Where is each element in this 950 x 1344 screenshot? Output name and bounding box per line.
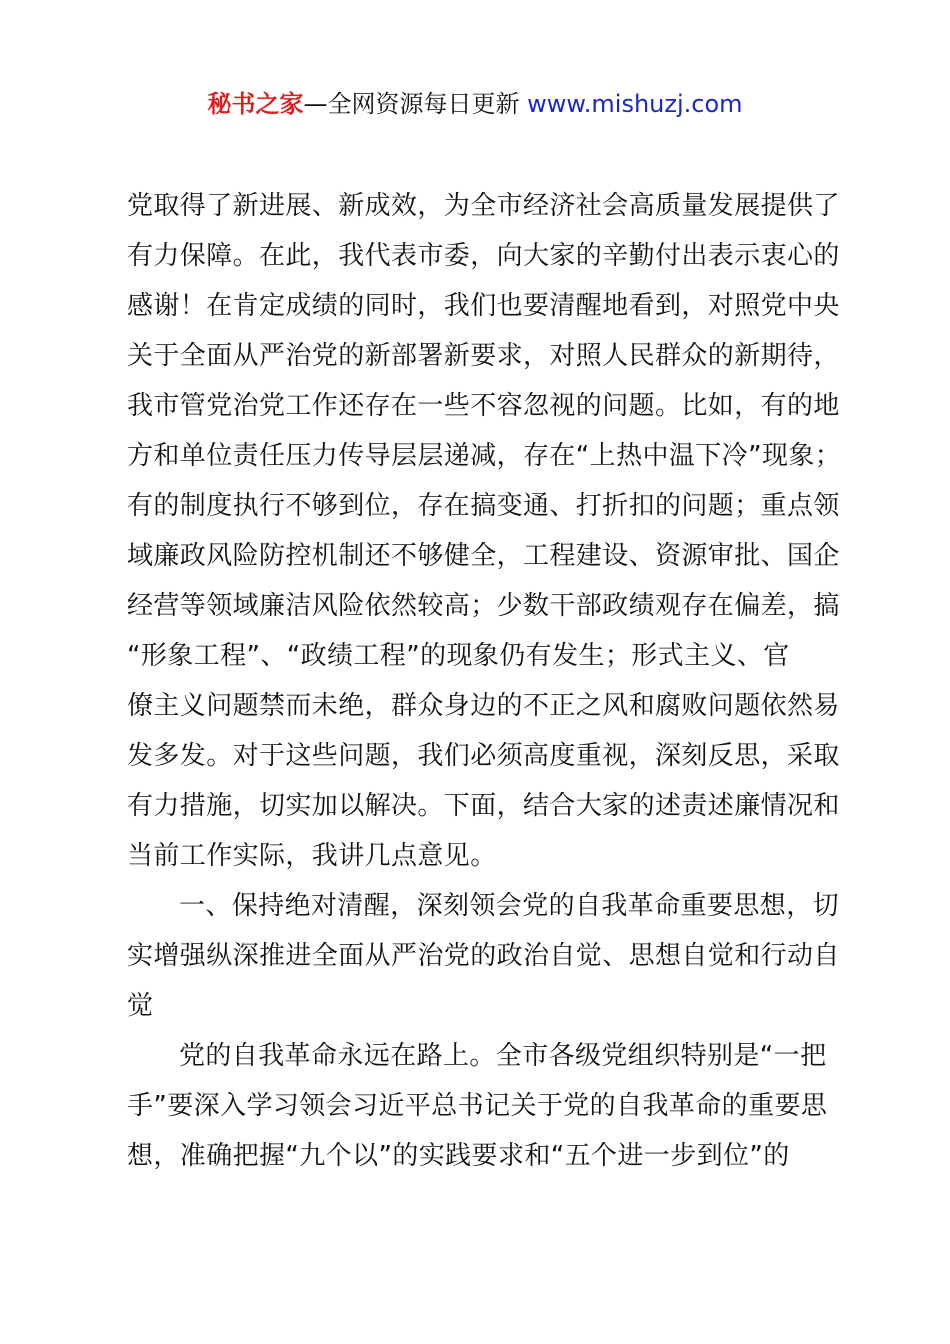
section-heading-line: 实增强纵深推进全面从严治党的政治自觉、思想自觉和行动自 <box>127 941 840 971</box>
text-line: 有力措施，切实加以解决。下面，结合大家的述责述廉情况和 <box>127 791 840 821</box>
text-line: 方和单位责任压力传导层层递减，存在“上热中温下冷”现象； <box>127 441 842 471</box>
text-line: 党的自我革命永远在路上。全市各级党组织特别是“一把 <box>179 1041 827 1071</box>
text-line: “形象工程”、“政绩工程”的现象仍有发生；形式主义、官 <box>127 641 790 671</box>
section-heading-line: 觉 <box>127 991 154 1021</box>
site-url-link[interactable]: www.mishuzj.com <box>527 90 743 118</box>
site-header <box>0 86 950 122</box>
text-line: 发多发。对于这些问题，我们必须高度重视，深刻反思，采取 <box>127 741 840 771</box>
text-line: 经营等领域廉洁风险依然较高；少数干部政绩观存在偏差，搞 <box>127 591 840 621</box>
text-line: 僚主义问题禁而未绝，群众身边的不正之风和腐败问题依然易 <box>127 691 840 721</box>
text-line: 党取得了新进展、新成效，为全市经济社会高质量发展提供了 <box>127 191 840 221</box>
brand-name: 秘书之家 <box>207 90 304 118</box>
section-heading-line: 一、保持绝对清醒，深刻领会党的自我革命重要思想，切 <box>179 891 840 921</box>
text-line: 想，准确把握“九个以”的实践要求和“五个进一步到位”的 <box>127 1141 790 1171</box>
text-line: 我市管党治党工作还存在一些不容忽视的问题。比如，有的地 <box>127 391 840 421</box>
text-line: 感谢！在肯定成绩的同时，我们也要清醒地看到，对照党中央 <box>127 291 840 321</box>
text-line: 手”要深入学习领会习近平总书记关于党的自我革命的重要思 <box>127 1091 828 1121</box>
header-tagline: —全网资源每日更新 <box>303 90 528 118</box>
text-line: 当前工作实际，我讲几点意见。 <box>127 841 497 871</box>
text-line: 有力保障。在此，我代表市委，向大家的辛勤付出表示衷心的 <box>127 241 840 271</box>
document-body <box>127 181 842 1181</box>
text-line: 有的制度执行不够到位，存在搞变通、打折扣的问题；重点领 <box>127 491 840 521</box>
text-line: 关于全面从严治党的新部署新要求，对照人民群众的新期待， <box>127 341 840 371</box>
text-line: 域廉政风险防控机制还不够健全，工程建设、资源审批、国企 <box>127 541 840 571</box>
